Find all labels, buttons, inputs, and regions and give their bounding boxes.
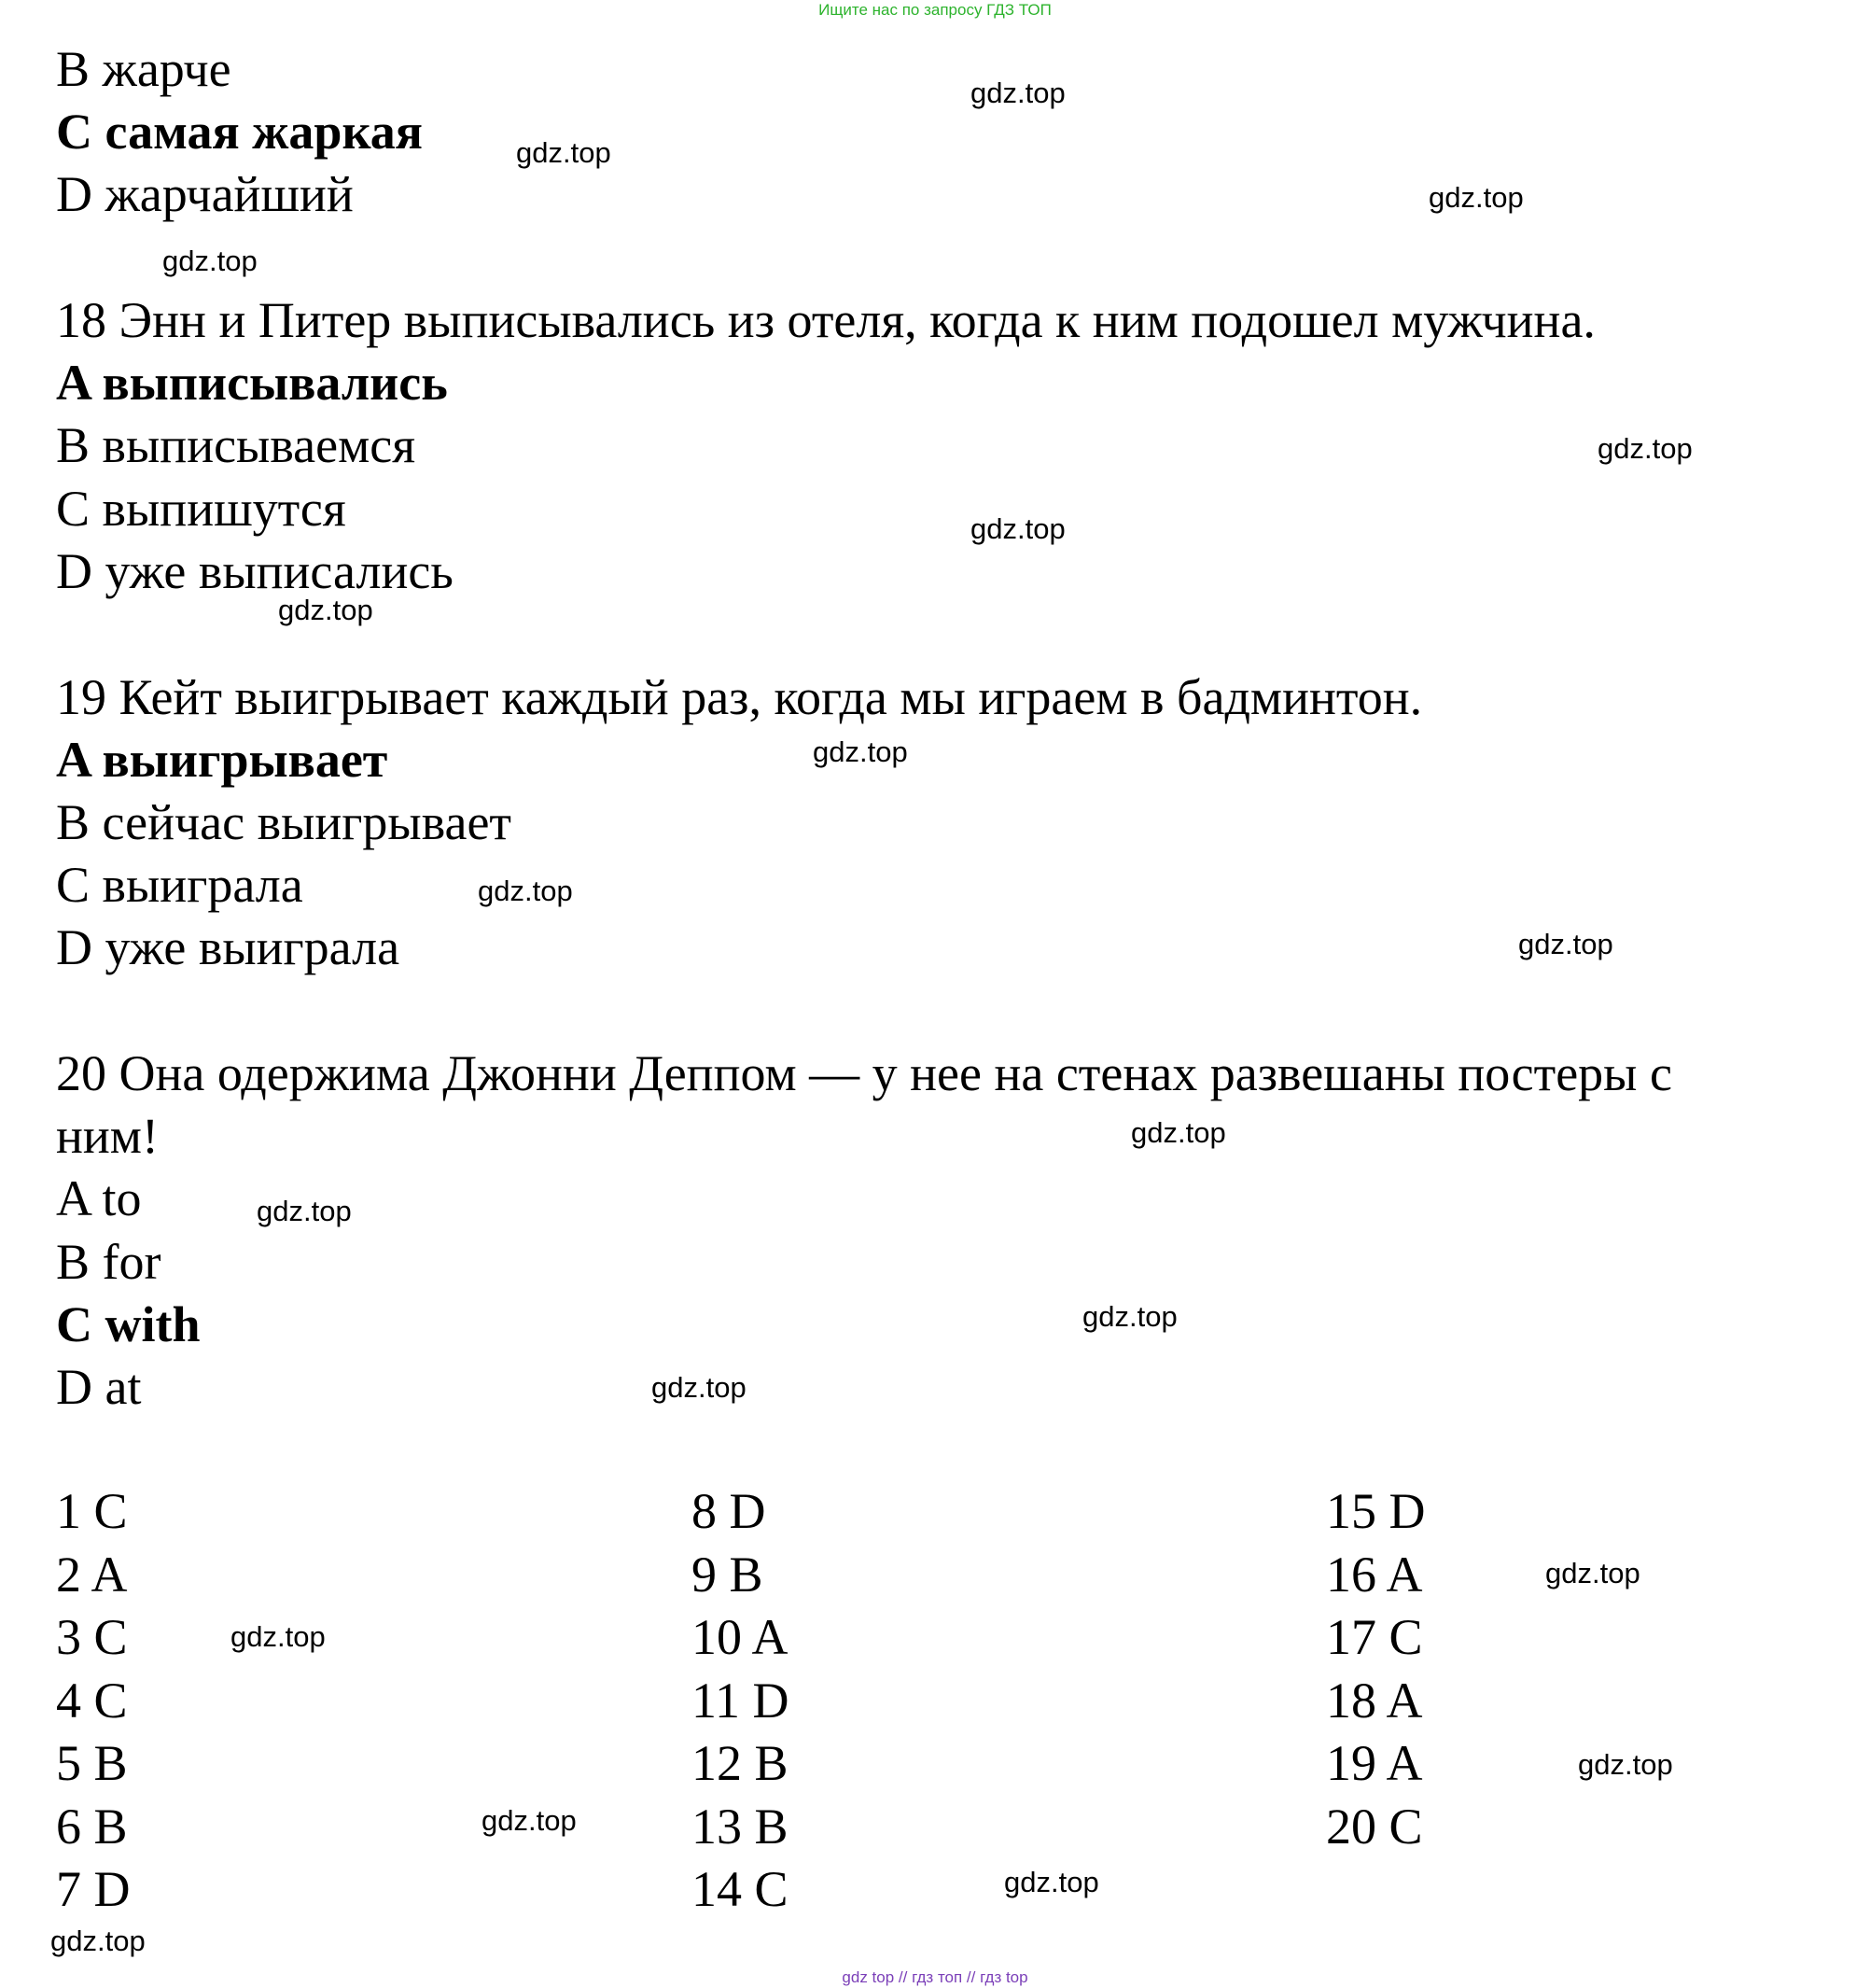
answer-column-1 xyxy=(56,1480,131,1922)
watermark: gdz.top xyxy=(1131,1116,1226,1149)
q20-option-d: D at xyxy=(56,1359,142,1415)
q18-option-b: B выписываемся xyxy=(56,417,416,473)
watermark: gdz.top xyxy=(257,1195,352,1227)
watermark: gdz.top xyxy=(516,136,611,169)
answer-item: 13 B xyxy=(691,1798,788,1855)
watermark: gdz.top xyxy=(278,594,373,626)
answer-item: 1 C xyxy=(56,1483,128,1539)
watermark: gdz.top xyxy=(50,1925,146,1957)
watermark: gdz.top xyxy=(478,875,573,907)
answer-item: 5 B xyxy=(56,1735,128,1791)
watermark: gdz.top xyxy=(1578,1748,1673,1781)
q17-option-b: B жарче xyxy=(56,41,231,97)
q17-option-d: D жарчайший xyxy=(56,166,354,222)
footer: gdz top // гдз топ // гдз top xyxy=(842,1968,1028,1986)
answer-item: 8 D xyxy=(691,1483,766,1539)
q18-option-a-correct: A выписывались xyxy=(56,355,448,411)
q19-question: 19 Кейт выигрывает каждый раз, когда мы играем в бадминтон. xyxy=(56,669,1423,725)
answer-item: 7 D xyxy=(56,1861,131,1917)
watermark: gdz.top xyxy=(970,77,1066,109)
q20-question-line2: ним! xyxy=(56,1108,159,1164)
q19-option-a-correct: A выигрывает xyxy=(56,732,388,788)
answer-item: 18 A xyxy=(1326,1672,1423,1729)
q17-option-c-correct: C самая жаркая xyxy=(56,104,423,160)
q20-question-line1: 20 Она одержима Джонни Деппом — у нее на стенах развешаны постеры с xyxy=(56,1045,1672,1101)
answer-item: 12 B xyxy=(691,1735,788,1791)
answer-item: 16 A xyxy=(1326,1546,1423,1603)
top-banner: Ищите нас по запросу ГДЗ ТОП xyxy=(818,1,1052,19)
watermark: gdz.top xyxy=(1429,181,1524,214)
q19-option-d: D уже выиграла xyxy=(56,919,400,975)
watermark: gdz.top xyxy=(230,1620,326,1653)
answer-item: 17 C xyxy=(1326,1609,1423,1665)
answer-item: 9 B xyxy=(691,1546,763,1603)
q20-option-a: A to xyxy=(56,1170,142,1226)
answer-item: 3 C xyxy=(56,1609,128,1665)
answer-item: 2 A xyxy=(56,1546,128,1603)
answer-item: 4 C xyxy=(56,1672,128,1729)
q19-option-c: C выиграла xyxy=(56,857,303,913)
watermark: gdz.top xyxy=(1082,1300,1178,1333)
q20-option-b: B for xyxy=(56,1234,161,1290)
answer-item: 19 A xyxy=(1326,1735,1423,1791)
answer-item: 10 A xyxy=(691,1609,788,1665)
answer-column-2 xyxy=(691,1480,789,1922)
watermark: gdz.top xyxy=(481,1804,577,1837)
watermark: gdz.top xyxy=(651,1371,747,1404)
watermark: gdz.top xyxy=(1598,432,1693,465)
answer-item: 20 C xyxy=(1326,1798,1423,1855)
q19-option-b: B сейчас выигрывает xyxy=(56,794,512,850)
watermark: gdz.top xyxy=(1518,928,1613,960)
answer-item: 11 D xyxy=(691,1672,789,1729)
watermark: gdz.top xyxy=(162,245,258,277)
q18-option-d: D уже выписались xyxy=(56,543,454,599)
watermark: gdz.top xyxy=(1545,1557,1640,1589)
q20-option-c-correct: C with xyxy=(56,1296,201,1352)
answer-item: 6 B xyxy=(56,1798,128,1855)
watermark: gdz.top xyxy=(970,512,1066,545)
answer-column-3 xyxy=(1326,1480,1426,1858)
watermark: gdz.top xyxy=(1004,1866,1099,1898)
answer-item: 14 C xyxy=(691,1861,788,1917)
q18-option-c: C выпишутся xyxy=(56,481,346,537)
answer-item: 15 D xyxy=(1326,1483,1426,1539)
q18-question: 18 Энн и Питер выписывались из отеля, когда к ним подошел мужчина. xyxy=(56,292,1596,348)
watermark: gdz.top xyxy=(813,735,908,768)
